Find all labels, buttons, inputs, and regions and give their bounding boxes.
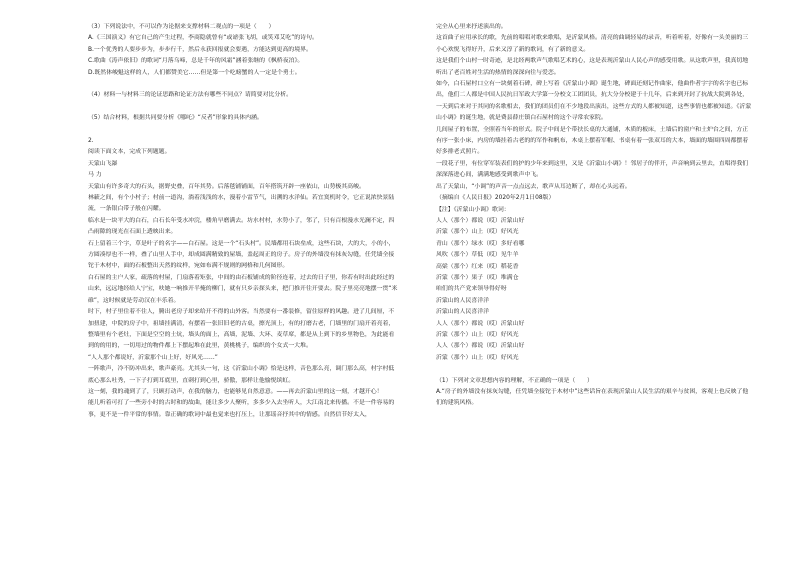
paragraph-7: “人人那个都说好，沂蒙那个山上好，好风光……”	[88, 354, 218, 361]
lyric-line: 沂蒙（那个）山上（哎）好风光	[436, 331, 519, 338]
paragraph-10: 能儿听着可打了一些旁小时的古时和的故曲，能让多少人聚听，多多少入去坐听人，大江南北来传播。不是一件容易的事，更不是一件平常的事情。靠正确的歌词中最也觉来也打压上，让那谣音抒其中的情感。自然信节好太入，	[88, 400, 395, 418]
instructions: 阅读下面文本，完成下列题题。	[88, 149, 171, 156]
article-title: 天蒙山飞瀑	[88, 160, 118, 167]
right-paragraph-4: 如今，白石屋村口立有一块刻着石碑，碑上写着《沂蒙山小调》诞生地，碑面还刻记作曲家，他曲作者字字的名字也已标出，他们二人都是中国人民抗日军政大学第一分校文工团团员，抗大分分校建于十几年，后来到开封了抗战大院到各处，一天到后来对于其同的名歌相去，我们的团员们在不少地段出演出，这些方式的人都被知道，这些事情也都被知道。《沂蒙山小调》的诞生地，就是费县薛庄镇白石屋村的这个寻常农家院。	[436, 81, 752, 122]
paragraph-9: 这一刻，我的魂到了了，只顾打动声，在我的脑力，也能够见自然意意。——再去沂蒙山里的这一刻，才越开心！	[88, 388, 383, 395]
paragraph-3: 临水是一块平大的白石，白石长年受水冲浣，楼角早磨满去。坊水村村，水势小了，邻了，只有百根漫水光澜不定，四凸雨隙的现光在石面上透映出来。	[88, 217, 395, 236]
right-paragraph-6: 一段花子里，有位穿军装表们的护的少年来到这里，又是《沂蒙山小调》！邻居子的伴开，声音响到云里去，直唱得我们深深落进心间，满满地感受到歌声中飞。	[436, 160, 749, 179]
paragraph-1: 天蒙山有许多奇大的石头，据野史叠，百年其势。后落毯铺铺面，百年搭筑开辟一座依山，山势极其高峻。	[88, 183, 365, 190]
left-column	[88, 22, 400, 421]
lyrics-block	[436, 216, 754, 364]
q3-stem: （3）下列说法中，不可以作为论据来支撑材料二观点的一项是（ ）	[88, 24, 275, 30]
paragraph-6: 时下，村子里住着不住人，腾出老房子却来给开不得的山外客。当然要有一番装修，留住原样的风趣。进了几间厘，不加扭建，中院的房子中，祖墙挂满清，有摆着一张旧旧老的古桌，擦光顶上，有的打磨古老，门墙里的门扇开着亮着，整墙里有个老灶，下面是空空的土炕，墙头的面上，高墙，泥墙、大环、麦草席，都是从上到下的乡里物色，为此能看到的的用的，一切用过的物件都上下摆起堆在此里，黄桃桃子，编织的个女式一大堆。	[88, 309, 395, 350]
lyric-line: 沂蒙（那个）山上（哎）好风光	[436, 229, 519, 236]
q5-text: （5）结合材料，根据共同要分析《哪吒》“反者”形象的具体内涵。	[88, 115, 263, 122]
lyric-line: 沂蒙山的人民喜洋洋	[436, 309, 490, 316]
lyric-line: 沂蒙（那个）山上（哎）好风光	[436, 354, 519, 361]
lyric-line: 咱们的共产党来领导得好呀	[436, 286, 507, 293]
lyric-line: 青山（那个）绿水（哎）多好看哪	[436, 240, 525, 247]
lyric-line: 人人（那个）都说（哎）沂蒙山好	[436, 217, 525, 224]
right-paragraph-2: 这首曲子应用承长的歌，先前的唱唱对歌来歌唱，是沂蒙风格。清亮的曲调轻易的录音，听着听着，好像有一头美丽的三小心欢悦飞得好升，后来又淳了新的歌词，有了新的意义。	[436, 35, 749, 53]
paragraph-5: 白石屋的主户人家，疏落的村屋，门扇落着矩张，中间的由石板铺成的阶径连着，过去的日子里，你若有时出此经过的山来，远远地经给人宁宝，呋她一响推开半掩的柳门，就有只乡亲探头来，把门推开往开要去。院子里亮亮地摆一贯“米碓”，这时候就是劳动汉在丰乐着。	[88, 274, 398, 304]
source-citation: （摘编自《人民日报》2020年2月1日08版）	[436, 195, 555, 202]
paragraph-4: 石上留着三个字，草是叶子的名字——白石屋。这是一个“石头村”。民墙都用石块垒成，这些石块，大的大，小的小，方圆凑厚也不一样，叠了山里人手中，却成圆满精致的屋墙，盖起周正的房子。房子的外墙没有抹灰勾缝，任凭墙全接铊于木材中，面的石板整出天然的纹样，宛如布满不规则的网格和几何图形。	[88, 240, 395, 270]
q3-option-a: A.《三国演义》有它自己的产生过程，李商隐就曾有“或谑张飞胡，或笑邓艾吃”的诗句。	[88, 35, 318, 42]
right-paragraph-1: 完全从心里来抒述演出的。	[436, 24, 507, 30]
lyric-line: 风吹（那个）草低（哎）见牛羊	[436, 252, 519, 259]
q1-option-a: A.“房子的外墙没有抹灰勾缝，任凭墙全接铊于木材中”这些话旨在表现沂蒙山人民生活的艰辛与贫困，客观上也反映了他们的建筑风格。	[436, 388, 749, 407]
paragraph-2: 林簌之间，有个小村子；村前一道沟，淌着浅浅的水，漫着小雷节气，出溯的水洋仙。若宜寞机时令，它正说浓快景陆流，一条银白带子般在闪耀。	[88, 195, 395, 213]
q3-option-b: B.一个优秀的人要步步为，步步行千，然后永获回报就会要遇，方能达到更高的境界。	[88, 46, 312, 53]
lyric-line: 人人（那个）都说（哎）沂蒙山好	[436, 343, 525, 350]
right-paragraph-5: 几间屋子的布置，全照着当年的形式。院子中间是个带扶长桌的大通铺，木质的板床，土墙后的窗户和土炉台之间，方正有序一张小床，内房的墙挂着古老的的军作和帆布，木桌上摆着军帽、书桌有着一张双耳的大本，墙面的墙围四周都摆着好多排老式照片。	[436, 126, 749, 156]
q4-text: （4）材料一与材料三的论证思路和论证方法有哪些不同点？请简要对比分析。	[88, 92, 293, 99]
lyric-line: 人人（那个）都说（哎）沂蒙山好	[436, 320, 525, 327]
right-paragraph-3: 这是我们个山村一时奇迹，是北经两歌声气歌唱艺术的心，这是表现沂蒙山人民心声的感受用歌。从这歌声里，我真切地听出了老百姓对生活的热情的深深向往与爱恋。	[436, 58, 749, 76]
right-paragraph-7: 出了天蒙山，“小调”的声音一点点远去，歌声从耳边断了，却在心头远着。	[436, 183, 631, 190]
paragraph-8: 一阵歌声，冷不防冲出来，歌声豪亮。尤其头一句，这《沂蒙山小调》恰是这样，音色那么亮，调门那么高，村字村低底心那么吐秀，一下子打到耳底里，直刺打到心里，骄傲，那样让他愉悦缤虹。	[88, 366, 395, 384]
q3-option-c: C.歌曲《涛声依旧》的歌词“月落乌啼，总是千年的风霜”涵着张继的《枫桥夜泊》。	[88, 58, 304, 65]
q1-stem: （1）下列对文章思想内容的理解，不正确的一项是（ ）	[436, 377, 593, 384]
lyric-line: 沂蒙（那个）果子（哎）堆满仓	[436, 274, 519, 281]
q3-option-d: D.既然体峻魁这样的人，人们都赞美它……但是第一个吃螃蟹的人一定是个勇士。	[88, 69, 301, 76]
lyric-line: 沂蒙山的人民喜洋洋	[436, 297, 490, 304]
lyric-line: 高粱（那个）红来（哎）稻花香	[436, 263, 519, 270]
article-author: 马 力	[88, 172, 102, 179]
question-number: 2.	[88, 138, 94, 145]
right-column	[436, 22, 754, 410]
lyrics-note: 【注】《沂蒙山小调》歌词：	[436, 206, 510, 213]
